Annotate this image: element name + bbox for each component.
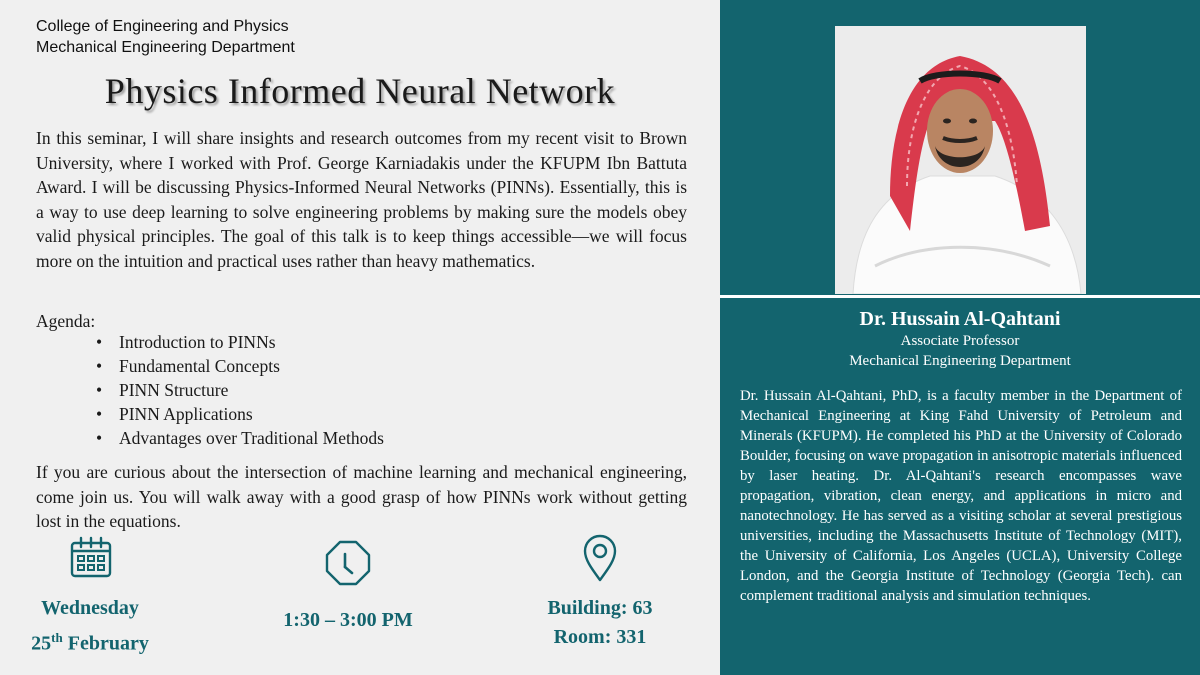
agenda-item: • PINN Applications: [96, 402, 384, 426]
event-date-number: 25: [31, 632, 52, 655]
agenda-item: • Introduction to PINNs: [96, 330, 384, 354]
location-pin-icon: [582, 533, 618, 583]
speaker-title: Associate Professor: [900, 333, 1020, 349]
seminar-outro: If you are curious about the intersection of machine learning and mechanical engineering, come join us. You will walk away with a good grasp of how PINNs work without getting lost in the equations.: [36, 462, 687, 531]
event-date-suffix: th: [51, 630, 63, 645]
agenda-item: • Fundamental Concepts: [96, 354, 384, 378]
panel-divider: [720, 295, 1200, 298]
speaker-portrait-image: [835, 26, 1086, 294]
event-date-month: February: [62, 632, 149, 655]
event-time: 1:30 – 3:00 PM: [283, 609, 413, 631]
speaker-department: Mechanical Engineering Department: [849, 353, 1071, 369]
agenda-item: • Advantages over Traditional Methods: [96, 426, 384, 450]
header-affiliation: [36, 16, 295, 58]
speaker-bio: Dr. Hussain Al-Qahtani, PhD, is a faculty member in the Department of Mechanical Engineering at King Fahd University of Petroleum and Minerals (KFUPM). He completed his PhD at the University of Colorado Boulder, focusing on wave propagation in anisotropic materials influenced by laser heating. Dr. Al-Qahtani's research encompasses wave propagation, vibration, clean energy, and applications in micro and nanotechnology. He has served as a visiting scholar at several prestigious universities, including the Massachusetts Institute of Technology (MIT), the University of California, Los Angeles (UCLA), University College London, and the Georgia Institute of Technology (Georgia Tech). can complement traditional analysis and simulation techniques.: [740, 388, 1182, 604]
department-name: Mechanical Engineering Department: [36, 39, 295, 56]
speaker-photo: [835, 26, 1086, 294]
event-building: Building: 63: [547, 597, 653, 619]
seminar-intro: In this seminar, I will share insights and research outcomes from my recent visit to Brown University, where I worked with Prof. George Karniadakis under the KFUPM Ibn Battuta Award. I will be discussing Physics-Informed Neural Networks (PINNs). Essentially, this is a way to use deep learning to solve engineering problems by making sure the models obey valid physical principles. The goal of this talk is to keep things accessible—we will focus more on the intuition and practical uses rather than heavy mathematics.: [36, 128, 687, 271]
agenda-list: [96, 330, 384, 450]
event-date-line: [10, 623, 170, 659]
event-room: Room: 331: [553, 626, 647, 648]
speaker-name: Dr. Hussain Al-Qahtani: [859, 308, 1061, 330]
event-date: [10, 594, 170, 659]
agenda-item: • PINN Structure: [96, 378, 384, 402]
event-day: Wednesday: [41, 597, 139, 619]
agenda-label: Agenda:: [36, 311, 96, 331]
clock-icon: [325, 540, 371, 586]
event-location: [500, 594, 700, 652]
calendar-icon: [69, 536, 113, 580]
college-name: College of Engineering and Physics: [36, 18, 289, 35]
seminar-title: Physics Informed Neural Network: [104, 71, 616, 111]
